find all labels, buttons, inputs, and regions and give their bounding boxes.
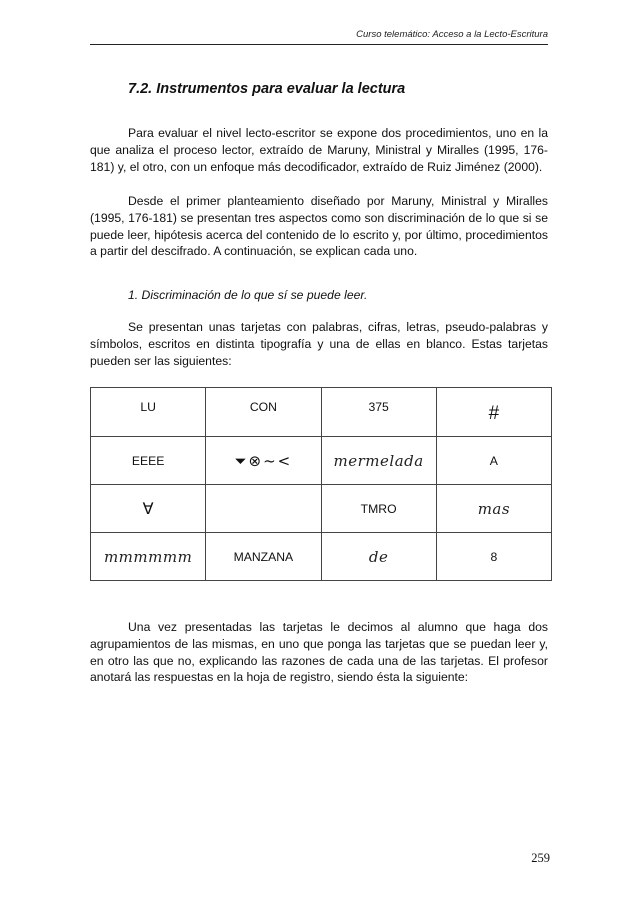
table-cell (91, 533, 206, 581)
table-cell (206, 388, 321, 437)
cards-table (90, 387, 552, 581)
paragraph-intro: Para evaluar el nivel lecto-escritor se expone dos procedimientos, uno en la que analiza el proceso lector, extraído de Maruny, Ministral y Miralles (1995, 176-181) y, el otro, con un enfoque más decodificador, extraído de Ruiz Jiménez (2000). (90, 126, 548, 174)
card-forall: ∀ (142, 500, 154, 518)
card-375: 375 (368, 400, 389, 414)
card-hash: # (488, 403, 500, 424)
card-manzana: MANZANA (233, 549, 294, 564)
card-tmro: TMRO (360, 501, 397, 516)
card-con: CON (249, 400, 277, 414)
running-header: Curso telemático: Acceso a la Lecto-Escritura (356, 29, 548, 40)
table-cell (321, 485, 436, 533)
table-cell (436, 533, 551, 581)
table-cell (436, 437, 551, 485)
table-cell (91, 485, 206, 533)
table-cell (321, 388, 436, 437)
page-number: 259 (531, 851, 550, 865)
paragraph-maruny: Desde el primer planteamiento diseñado por Maruny, Ministral y Miralles (1995, 176-181) se presentan tres aspectos como son discriminación de lo que si se puede leer, hipótesis acerca del contenido de lo escrito y, por último, procedimientos a partir del descifrado. A continuación, se explican cada uno. (90, 194, 548, 259)
card-lu: LU (140, 400, 156, 414)
table-row (91, 485, 552, 533)
card-mas: mas (477, 499, 511, 518)
table-cell (321, 533, 436, 581)
card-eeee: EEEE (131, 453, 165, 468)
table-cell (321, 437, 436, 485)
table-row (91, 388, 552, 437)
card-digit-8: 8 (490, 549, 498, 564)
card-blank (206, 485, 320, 532)
card-symbols: ⏷⊗~< (234, 451, 293, 470)
card-de: de (368, 547, 389, 566)
table-cell (206, 533, 321, 581)
table-cell (91, 388, 206, 437)
table-cell (206, 437, 321, 485)
card-letter-a: A (489, 453, 498, 468)
card-mmmmmm: mmmmmm (103, 547, 193, 566)
table-cell (91, 437, 206, 485)
table-row (91, 533, 552, 581)
header-rule (90, 44, 548, 45)
table-cell (436, 388, 551, 437)
paragraph-cards-intro: Se presentan unas tarjetas con palabras, cifras, letras, pseudo-palabras y símbolos, escritos en distinta tipografía y una de ellas en blanco. Estas tarjetas pueden ser las siguientes: (90, 320, 548, 368)
table-cell (436, 485, 551, 533)
section-title: 7.2. Instrumentos para evaluar la lectura (128, 81, 406, 97)
table-row (91, 437, 552, 485)
card-mermelada: mermelada (333, 451, 424, 470)
item-heading-discrimination: 1. Discriminación de lo que sí se puede leer. (128, 288, 368, 302)
table-cell (206, 485, 321, 533)
paragraph-grouping: Una vez presentadas las tarjetas le decimos al alumno que haga dos agrupamientos de las mismas, en uno que ponga las tarjetas que se puedan leer y, en otro las que no, explicando las razones de cada una de las tarjetas. El profesor anotará las respuestas en la hoja de registro, siendo ésta la siguiente: (90, 620, 548, 685)
